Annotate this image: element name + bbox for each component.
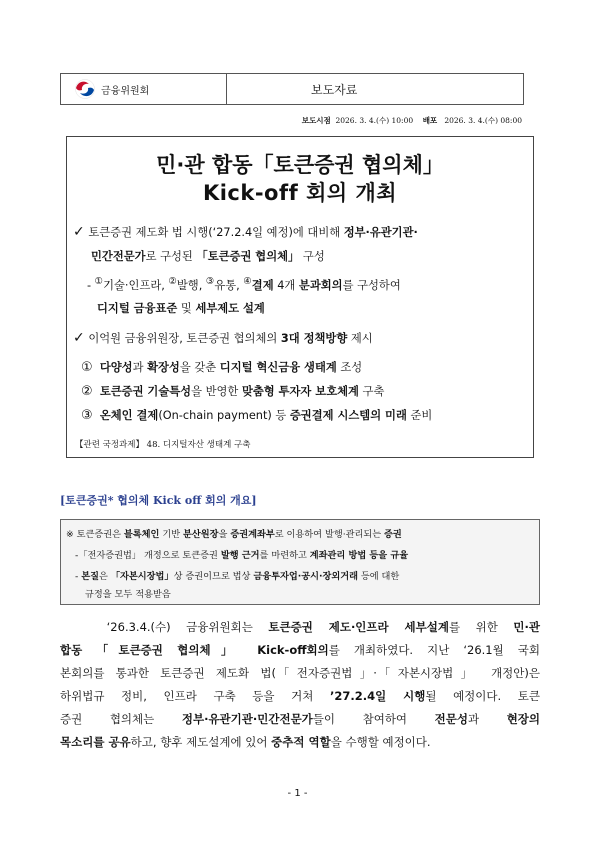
text: 를 구성하여 — [342, 278, 401, 292]
body-line-1 — [60, 616, 540, 639]
note-line-4: 규정을 모두 적용받음 — [85, 589, 171, 600]
text: (On-chain payment) 등 — [158, 409, 290, 422]
note-line-2 — [75, 547, 408, 561]
text: 4개 — [273, 278, 299, 292]
emphasis: 다양성 — [99, 361, 133, 374]
sep: , — [236, 278, 244, 292]
org-name: 금융위원회 — [101, 85, 150, 97]
emphasis: 「토큰증권 협의체」 — [196, 250, 300, 263]
text: ※ 토큰증권은 — [66, 529, 124, 540]
emphasis: 본질 — [81, 571, 100, 582]
text: 상 증권이므로 법상 — [173, 571, 254, 582]
summary-bullet-2 — [73, 330, 373, 346]
text: 로 구성된 — [145, 250, 197, 263]
text: 을 반영한 — [191, 385, 242, 398]
body-line-5 — [60, 708, 540, 731]
text: 로 이용하여 발행·관리되는 — [274, 529, 385, 540]
text: 구성 — [299, 250, 325, 263]
text: 등에 대한 — [357, 571, 400, 582]
policy-direction-3 — [81, 407, 432, 423]
title-line-1: 민·관 합동「토큰증권 협의체」 — [156, 153, 444, 177]
policy-direction-1 — [81, 359, 362, 375]
emphasis: 전문성 — [434, 712, 468, 726]
text: 준비 — [406, 409, 433, 422]
page-number: - 1 - — [287, 788, 308, 799]
text: - — [75, 571, 82, 582]
text: 을 — [218, 529, 231, 540]
emphasis: 계좌관리 방법 등을 규율 — [309, 550, 409, 561]
num: ② — [168, 276, 177, 287]
sep: , — [161, 278, 169, 292]
text: ‘26.3.4.(수) 금융위원회는 — [106, 620, 269, 634]
body-line-6 — [60, 731, 540, 754]
emphasis: 증권 — [384, 529, 402, 540]
text: -「전자증권법」 개정으로 토큰증권 — [75, 550, 221, 561]
text: 하위법규 정비, 인프라 구축 등을 거쳐 — [60, 689, 330, 703]
text: 이억원 금융위원장, 토큰증권 협의체의 — [88, 332, 281, 345]
text: 들이 참여하여 — [312, 712, 435, 726]
release-time-label: 보도시점 — [301, 116, 331, 125]
emphasis: 3대 정책방향 — [280, 332, 348, 345]
emphasis: 온체인 결제 — [99, 409, 159, 422]
note-box — [60, 519, 540, 605]
doc-type: 보도자료 — [311, 82, 358, 97]
title-line-2: Kick-off 회의 개최 — [202, 181, 398, 205]
num: ② — [81, 384, 93, 399]
body-line-2 — [60, 639, 540, 662]
note-line-3 — [75, 568, 399, 582]
text: 제시 — [347, 332, 373, 345]
summary-box — [66, 136, 534, 458]
text: 를 개최하였다. 지난 ‘26.1월 국회 — [328, 643, 540, 657]
emphasis: 발행 근거 — [220, 550, 260, 561]
emphasis: 세부제도 설계 — [195, 302, 265, 315]
summary-bullet-1-line-1 — [73, 224, 418, 240]
emphasis: ’27.2.4일 시행 — [329, 689, 426, 703]
government-logo-icon — [75, 79, 95, 99]
summary-bullet-1-line-2 — [91, 248, 325, 264]
doc-type-cell — [227, 74, 523, 104]
item: 발행 — [176, 278, 199, 292]
text: 구축 — [358, 385, 385, 398]
emphasis: 증권결제 시스템의 미래 — [289, 409, 407, 422]
emphasis: 토큰증권 제도·인프라 세부설계 — [268, 620, 449, 634]
text: 과 — [467, 712, 507, 726]
num: ③ — [205, 276, 215, 287]
text: 증권 협의체는 — [60, 712, 182, 726]
emphasis: 민·관 — [513, 620, 541, 634]
body-line-4 — [60, 685, 540, 708]
item: 결제 — [251, 278, 274, 292]
text: 될 예정이다. 토큰 — [425, 689, 540, 703]
text: 은 — [99, 571, 111, 582]
summary-sub-line-2 — [97, 300, 265, 316]
text: 을 갖춘 — [179, 361, 220, 374]
emphasis: 합동 「토큰증권 협의체」 Kick-off회의 — [60, 643, 329, 657]
item: 기술·인프라 — [103, 278, 162, 292]
emphasis: 중추적 역할 — [271, 735, 331, 749]
dash: - — [87, 278, 92, 292]
emphasis: 정부·유관기관·민간전문가 — [181, 712, 313, 726]
body-paragraph — [60, 616, 540, 754]
text: 토큰증권 제도화 법 시행(‘27.2.4일 예정)에 대비해 — [88, 226, 344, 239]
emphasis: 맞춤형 투자자 보호체계 — [241, 385, 359, 398]
summary-sub-line-1 — [87, 276, 401, 293]
num: ① — [94, 276, 104, 287]
text: 를 마련하고 — [259, 550, 310, 561]
emphasis: 토큰증권 기술특성 — [99, 385, 192, 398]
section-heading: [토큰증권* 협의체 Kick off 회의 개요] — [60, 494, 257, 507]
check-icon: ✓ — [73, 330, 85, 346]
emphasis: 금융투자업·공시·장외거래 — [253, 571, 358, 582]
policy-direction-2 — [81, 383, 384, 399]
emphasis: 목소리를 공유 — [60, 735, 131, 749]
release-info — [60, 115, 522, 126]
emphasis: 디지털 혁신금융 생태계 — [219, 361, 337, 374]
text: 을 수행할 예정이다. — [330, 735, 431, 749]
text: 하고, 향후 제도설계에 있어 — [130, 735, 272, 749]
body-line-3: 본회의를 통과한 토큰증권 제도화 법(「전자증권법」·「자본시장법」 개정안)은 — [60, 666, 540, 680]
org-cell — [61, 74, 227, 104]
num: ① — [81, 360, 93, 375]
distribution-value: 2026. 3. 4.(수) 08:00 — [444, 116, 522, 125]
distribution-label: 배포 — [422, 116, 438, 125]
num: ③ — [81, 408, 93, 423]
emphasis: 민간전문가 — [91, 250, 146, 263]
text: 과 — [132, 361, 148, 374]
check-icon: ✓ — [73, 224, 85, 240]
emphasis: 「자본시장법」 — [110, 571, 174, 582]
emphasis: 증권계좌부 — [230, 529, 275, 540]
text: 를 위한 — [448, 620, 514, 634]
text: 기반 — [159, 529, 184, 540]
text: 및 — [177, 302, 196, 315]
emphasis: 블록체인 — [123, 529, 160, 540]
emphasis: 디지털 금융표준 — [97, 302, 178, 315]
related-national-task: 【관련 국정과제】 48. 디지털자산 생태계 구축 — [75, 440, 251, 450]
press-header — [60, 73, 524, 105]
note-line-1 — [66, 526, 402, 540]
sep: , — [198, 278, 206, 292]
num: ④ — [243, 276, 252, 287]
item: 유통 — [214, 278, 237, 292]
release-time-value: 2026. 3. 4.(수) 10:00 — [335, 116, 414, 125]
emphasis: 현장의 — [506, 712, 541, 726]
text: 조성 — [336, 361, 363, 374]
item: 분과회의 — [298, 278, 343, 292]
emphasis: 분산원장 — [183, 529, 219, 540]
emphasis: 정부·유관기관· — [343, 226, 418, 239]
emphasis: 확장성 — [147, 361, 180, 374]
